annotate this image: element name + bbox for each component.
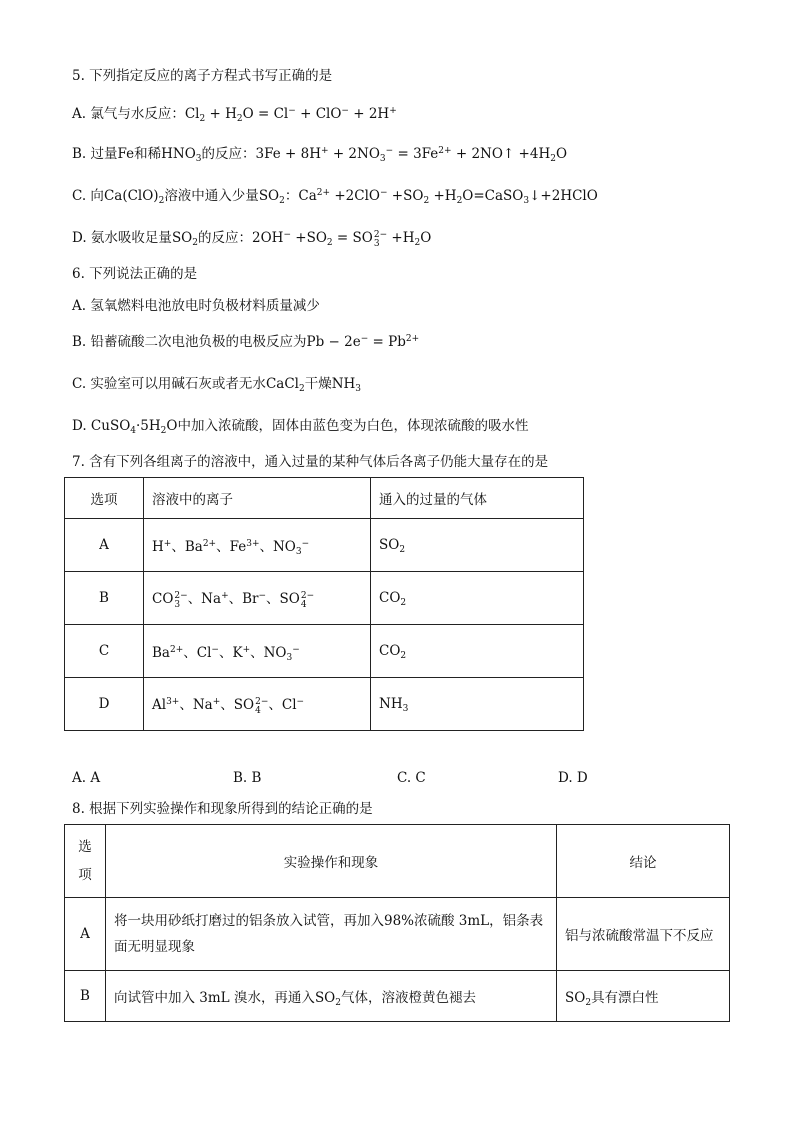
header-cell: 选项 xyxy=(65,478,144,519)
gas-cell: $CO_2$ xyxy=(371,625,584,678)
table-header-row xyxy=(65,825,730,898)
table-row xyxy=(65,572,584,625)
gas-cell: $SO_2$ xyxy=(371,519,584,572)
option-cell: D xyxy=(65,678,144,731)
option-cell: B xyxy=(65,572,144,625)
header-cell: 实验操作和现象 xyxy=(106,825,557,898)
option-cell: A xyxy=(65,898,106,971)
q5-stem: 5. 下列指定反应的离子方程式书写正确的是 xyxy=(72,68,333,84)
q7-choice-b: B. B xyxy=(233,770,262,786)
operation-cell: 向试管中加入 3mL 溴水，再通入$SO_2$气体，溶液橙黄色褪去 xyxy=(106,971,557,1022)
q8-table xyxy=(64,824,730,1022)
q6-option-d: D. $CuSO_4\cdot 5H_2O$中加入浓硫酸，固体由蓝色变为白色，体现浓硫酸的吸水性 xyxy=(72,418,529,436)
q7-choice-a: A. A xyxy=(72,770,101,786)
table-row xyxy=(65,519,584,572)
q6-option-b: B. 铅蓄硫酸二次电池负极的电极反应为$Pb - 2e^- = Pb^{2+}$ xyxy=(72,334,420,350)
q7-table xyxy=(64,477,584,731)
q5-option-c: C. 向$Ca(ClO)_2$溶液中通入少量$SO_2$：$Ca^{2+} +2ClO^- +SO_2$ $+H_2O=CaSO_3↓+2HClO$ xyxy=(72,188,598,206)
q7-choice-c: C. C xyxy=(397,770,426,786)
table-row xyxy=(65,678,584,731)
header-cell: 选项 xyxy=(65,825,106,898)
q7-choice-d: D. D xyxy=(558,770,588,786)
table-row xyxy=(65,971,730,1022)
option-cell: A xyxy=(65,519,144,572)
option-cell: C xyxy=(65,625,144,678)
header-cell: 通入的过量的气体 xyxy=(371,478,584,519)
q6-option-a: A. 氢氧燃料电池放电时负极材料质量减少 xyxy=(72,298,320,314)
ions-cell: H+、$Ba^{2+}$、$Fe^{3+}$、$NO_3^-$ xyxy=(144,519,371,572)
q5-option-d: D. 氨水吸收足量$SO_2$的反应：$2OH^- +SO_2$ = SO 2− 3 $+H_2O$ xyxy=(72,230,432,249)
operation-cell: 将一块用砂纸打磨过的铝条放入试管，再加入98%浓硫酸 3mL，铝条表面无明显现象 xyxy=(106,898,557,971)
q5-option-b: B. 过量Fe和稀$HNO_3$的反应：$3Fe + 8H^+ + 2NO_3^- = 3Fe^{2+}$ + 2NO↑ $+4H_2O$ xyxy=(72,146,568,164)
ions-cell: CO 2− 3 、Na+、Br−、SO 2− 4 xyxy=(144,572,371,625)
q5-option-a: A. 氯气与水反应：$Cl_2 + H_2O = Cl^- + ClO^- + 2H^+$ xyxy=(72,106,397,124)
header-cell: 结论 xyxy=(557,825,730,898)
q6-stem: 6. 下列说法正确的是 xyxy=(72,266,198,282)
gas-cell: $CO_2$ xyxy=(371,572,584,625)
q8-stem: 8. 根据下列实验操作和现象所得到的结论正确的是 xyxy=(72,801,373,817)
conclusion-cell: 铝与浓硫酸常温下不反应 xyxy=(557,898,730,971)
q7-stem: 7. 含有下列各组离子的溶液中，通入过量的某种气体后各离子仍能大量存在的是 xyxy=(72,454,549,470)
table-row xyxy=(65,898,730,971)
gas-cell: $NH_3$ xyxy=(371,678,584,731)
header-cell: 溶液中的离子 xyxy=(144,478,371,519)
table-row xyxy=(65,625,584,678)
option-cell: B xyxy=(65,971,106,1022)
ions-cell: $Ba^{2+}$、Cl−、K+、$NO_3^-$ xyxy=(144,625,371,678)
ions-cell: $Al^{3+}$、Na+、SO 2− 4 、Cl− xyxy=(144,678,371,731)
table-header-row xyxy=(65,478,584,519)
q6-option-c: C. 实验室可以用碱石灰或者无水CaCl$_2$干燥$NH_3$ xyxy=(72,376,362,394)
conclusion-cell: $SO_2$具有漂白性 xyxy=(557,971,730,1022)
